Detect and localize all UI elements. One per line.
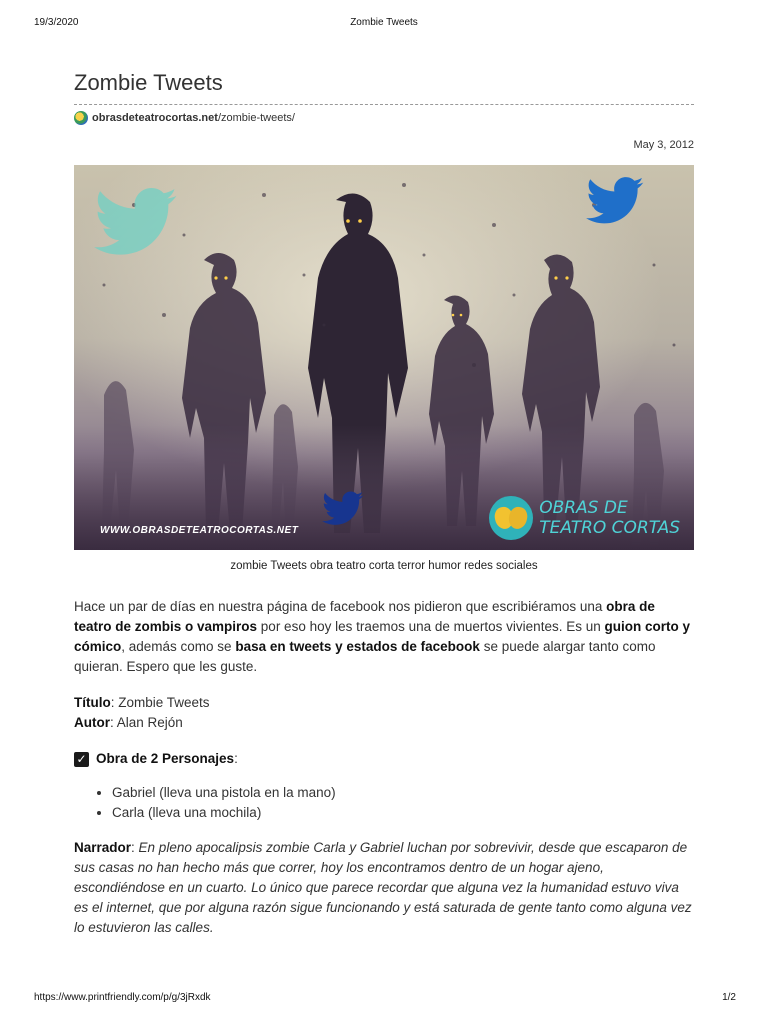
zombie-scene-illustration [74, 165, 694, 550]
intro-bold-1: obra de teatro de zombis o vampiros [74, 599, 655, 634]
article [74, 70, 694, 938]
print-footer [34, 992, 736, 1006]
page-number: 1/2 [722, 992, 736, 1003]
brand-line-1: OBRAS DE [539, 498, 628, 518]
site-favicon-icon [74, 111, 88, 125]
print-url[interactable]: https://www.printfriendly.com/p/g/3jRxdk [34, 992, 211, 1003]
title-value: : Zombie Tweets [110, 695, 210, 710]
author-label: Autor [74, 715, 110, 730]
print-date: 19/3/2020 [34, 17, 79, 28]
intro-text-3: , además como se [121, 639, 236, 654]
theater-masks-icon [489, 496, 533, 540]
narrator-label: Narrador [74, 840, 132, 855]
source-domain[interactable]: obrasdeteatrocortas.net [92, 112, 218, 124]
list-item: • Gabriel (lleva una pistola en la mano) [112, 783, 694, 803]
character-list [74, 783, 694, 823]
narrator-text: En pleno apocalipsis zombie Carla y Gabriel luchan por sobrevivir, desde que escaparon de sus casas no han hecho más que correr, hoy los encontramos dentro de un hogar ajeno, escondiéndose en un cuarto. Lo único que parece recordar que alguna vez la humanidad estuvo viva es el internet, que por alguna razón sigue funcionando y está saturada de gente tanto como alguna vez lo estuvieron las calles. [74, 840, 692, 935]
image-watermark: WWW.OBRASDETEATROCORTAS.NET [100, 525, 299, 536]
intro-text-2: por eso hoy les traemos una de muertos vivientes. Es un [257, 619, 605, 634]
image-caption: zombie Tweets obra teatro corta terror humor redes sociales [230, 560, 538, 572]
intro-text-4: se puede alargar tanto como quieran. Espero que les guste. [74, 639, 656, 674]
source-link[interactable] [74, 111, 694, 125]
publish-date: May 3, 2012 [633, 139, 694, 151]
intro-paragraph [74, 597, 694, 677]
print-title: Zombie Tweets [350, 17, 418, 28]
source-path[interactable]: /zombie-tweets/ [217, 112, 295, 124]
title-label: Título [74, 695, 111, 710]
intro-text-1: Hace un par de días en nuestra página de facebook nos pidieron que escribiéramos una [74, 599, 607, 614]
intro-bold-2: guion corto y cómico [74, 619, 690, 654]
brand-text [539, 498, 680, 538]
author-line [74, 713, 694, 733]
cast-heading-label: Obra de 2 Personajes [96, 751, 235, 766]
author-value: : Alan Rejón [110, 715, 183, 730]
list-item: • Carla (lleva una mochila) [112, 803, 694, 823]
narrator-colon: : [131, 840, 139, 855]
brand-line-2: TEATRO CORTAS [539, 518, 680, 538]
play-metadata [74, 693, 694, 733]
intro-bold-3: basa en tweets y estados de facebook [235, 639, 480, 654]
checkmark-icon: ✓ [74, 752, 89, 767]
brand-logo [489, 496, 680, 540]
title-line [74, 693, 694, 713]
article-title: Zombie Tweets [74, 70, 694, 105]
hero-image [74, 165, 694, 550]
cast-heading-suffix: : [234, 751, 238, 766]
narrator-paragraph [74, 838, 694, 938]
cast-heading [74, 749, 694, 769]
print-header [34, 17, 734, 31]
